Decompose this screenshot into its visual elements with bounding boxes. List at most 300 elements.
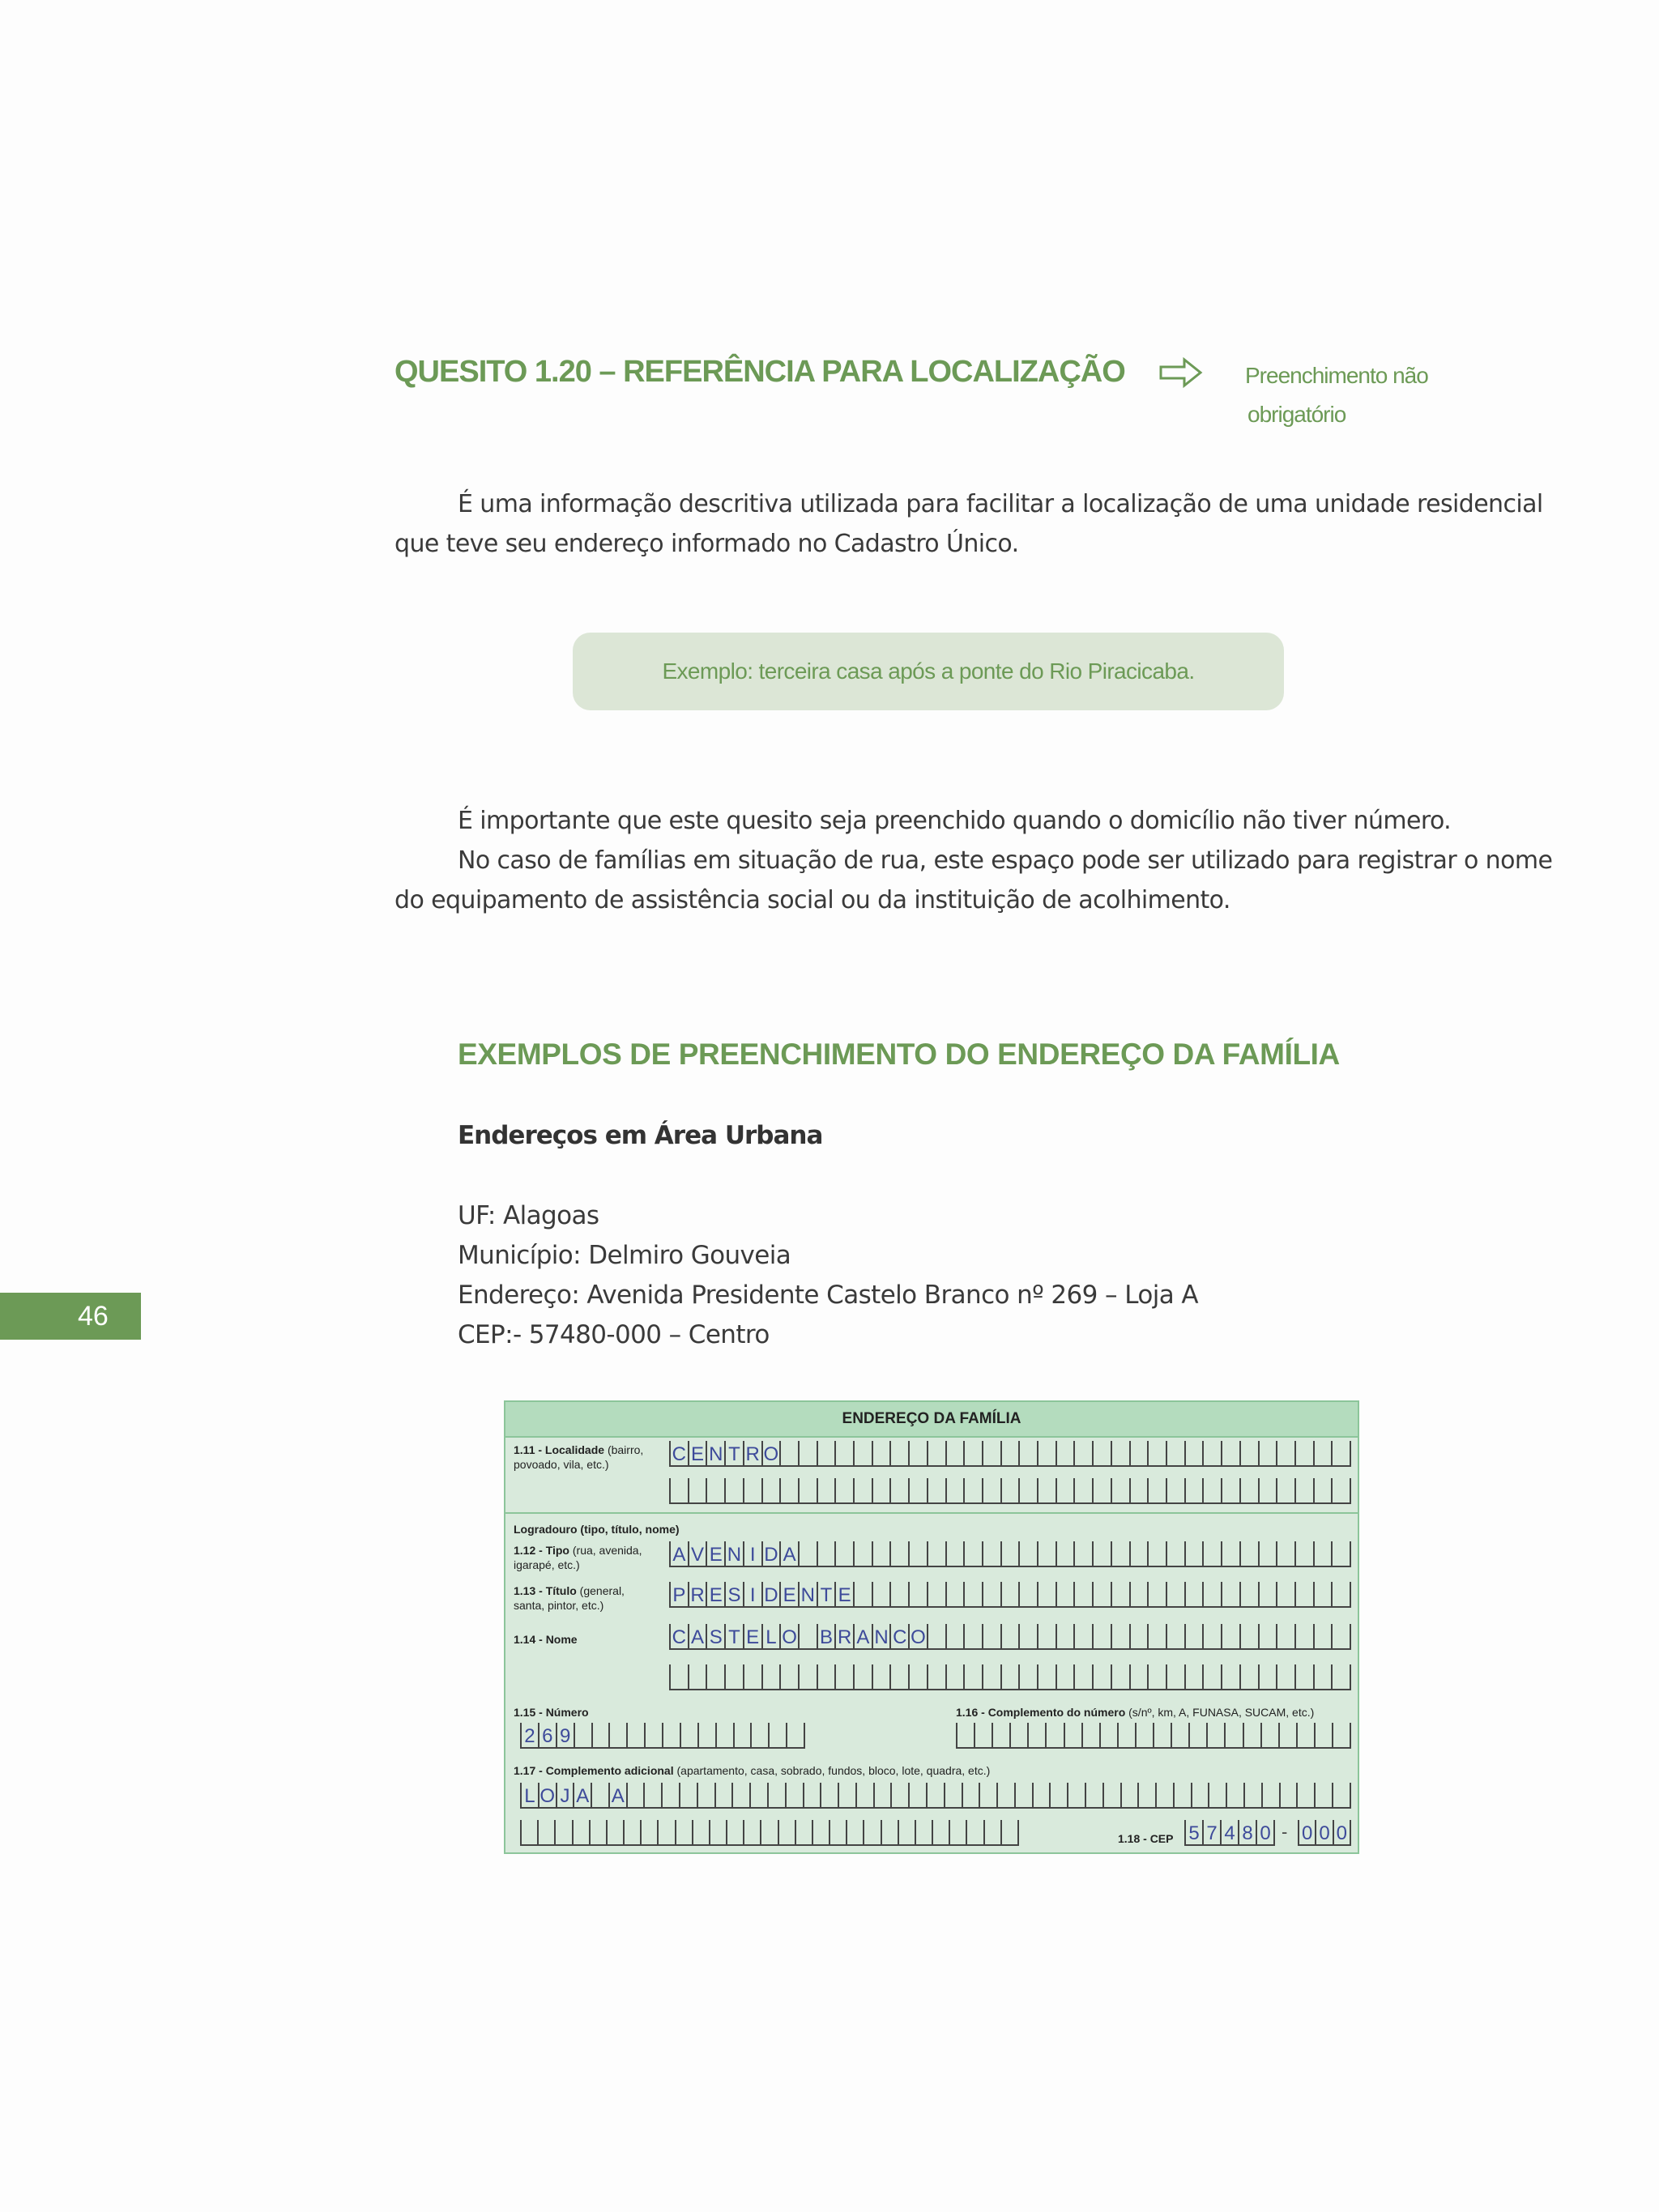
char-box[interactable] xyxy=(847,1820,864,1844)
cep-field-part2[interactable] xyxy=(1298,1820,1351,1846)
char-box[interactable] xyxy=(659,1820,676,1844)
char-box[interactable] xyxy=(1149,1624,1167,1648)
char-box[interactable] xyxy=(1296,1541,1315,1566)
char-box[interactable] xyxy=(1038,1478,1057,1502)
char-box[interactable] xyxy=(892,1783,910,1807)
char-box[interactable] xyxy=(891,1478,910,1502)
char-box[interactable] xyxy=(855,1478,873,1502)
char-box[interactable] xyxy=(933,1820,950,1844)
char-box[interactable]: 6 xyxy=(539,1723,557,1747)
char-box[interactable] xyxy=(1002,1478,1021,1502)
char-box[interactable] xyxy=(1016,1783,1034,1807)
char-box[interactable] xyxy=(1068,1783,1086,1807)
char-box[interactable] xyxy=(800,1441,818,1465)
char-box[interactable] xyxy=(1222,1624,1241,1648)
char-box[interactable] xyxy=(1020,1541,1038,1566)
char-box[interactable] xyxy=(1186,1582,1205,1606)
char-box[interactable] xyxy=(947,1441,966,1465)
char-box[interactable] xyxy=(1112,1582,1131,1606)
char-box[interactable] xyxy=(689,1664,708,1689)
char-box[interactable] xyxy=(1241,1664,1260,1689)
char-box[interactable] xyxy=(910,1783,928,1807)
char-box[interactable] xyxy=(910,1664,928,1689)
char-box[interactable]: N xyxy=(707,1441,726,1465)
char-box[interactable] xyxy=(916,1820,933,1844)
char-box[interactable]: R xyxy=(689,1582,708,1606)
char-box[interactable] xyxy=(947,1582,966,1606)
char-box[interactable] xyxy=(875,1783,893,1807)
char-box[interactable] xyxy=(873,1582,892,1606)
char-box[interactable]: A xyxy=(855,1624,873,1648)
char-box[interactable] xyxy=(1104,1783,1122,1807)
char-box[interactable] xyxy=(1222,1582,1241,1606)
char-box[interactable] xyxy=(1226,1723,1243,1747)
char-box[interactable] xyxy=(813,1820,830,1844)
char-box[interactable] xyxy=(1149,1582,1167,1606)
char-box[interactable] xyxy=(770,1723,787,1747)
char-box[interactable] xyxy=(1020,1441,1038,1465)
char-box[interactable] xyxy=(800,1478,818,1502)
char-box[interactable] xyxy=(983,1541,1002,1566)
char-box[interactable] xyxy=(1002,1624,1021,1648)
char-box[interactable] xyxy=(855,1441,873,1465)
char-box[interactable] xyxy=(717,1723,735,1747)
char-box[interactable] xyxy=(1296,1582,1315,1606)
char-box[interactable] xyxy=(1260,1478,1278,1502)
char-box[interactable] xyxy=(1333,1478,1351,1502)
char-box[interactable] xyxy=(1112,1541,1131,1566)
char-box[interactable] xyxy=(707,1478,726,1502)
char-box[interactable]: T xyxy=(726,1624,744,1648)
char-box[interactable] xyxy=(882,1820,899,1844)
char-box[interactable] xyxy=(873,1664,892,1689)
char-box[interactable] xyxy=(744,1820,761,1844)
char-box[interactable] xyxy=(1075,1478,1094,1502)
char-box[interactable] xyxy=(1038,1441,1057,1465)
char-box[interactable] xyxy=(1208,1723,1226,1747)
char-box[interactable] xyxy=(1281,1783,1299,1807)
char-box[interactable] xyxy=(1075,1624,1094,1648)
char-box[interactable]: 9 xyxy=(557,1723,575,1747)
char-box[interactable] xyxy=(928,1664,947,1689)
char-box[interactable] xyxy=(539,1820,556,1844)
char-box[interactable] xyxy=(963,1783,981,1807)
char-box[interactable] xyxy=(1263,1783,1281,1807)
char-box[interactable] xyxy=(716,1783,734,1807)
char-box[interactable] xyxy=(752,1723,770,1747)
char-box[interactable] xyxy=(1172,1723,1190,1747)
char-box[interactable] xyxy=(1020,1624,1038,1648)
char-box[interactable] xyxy=(1333,1582,1351,1606)
char-box[interactable] xyxy=(1298,1723,1316,1747)
char-box[interactable] xyxy=(1333,1441,1351,1465)
char-box[interactable]: O xyxy=(539,1783,557,1807)
char-box[interactable] xyxy=(1034,1783,1051,1807)
char-box[interactable] xyxy=(965,1541,983,1566)
char-box[interactable]: E xyxy=(836,1582,855,1606)
char-box[interactable] xyxy=(1122,1783,1140,1807)
char-box[interactable] xyxy=(947,1624,966,1648)
char-box[interactable]: I xyxy=(744,1582,763,1606)
char-box[interactable] xyxy=(839,1783,857,1807)
char-box[interactable] xyxy=(1262,1723,1280,1747)
char-box[interactable] xyxy=(855,1541,873,1566)
char-box[interactable]: 4 xyxy=(1222,1820,1239,1844)
char-box[interactable]: A xyxy=(671,1541,689,1566)
char-box[interactable] xyxy=(1020,1664,1038,1689)
char-box[interactable] xyxy=(1167,1664,1186,1689)
char-box[interactable] xyxy=(1131,1478,1149,1502)
char-box[interactable] xyxy=(1057,1478,1076,1502)
char-box[interactable] xyxy=(804,1783,822,1807)
char-box[interactable] xyxy=(891,1582,910,1606)
char-box[interactable] xyxy=(1157,1783,1175,1807)
char-box[interactable] xyxy=(891,1541,910,1566)
char-box[interactable] xyxy=(1222,1441,1241,1465)
char-box[interactable] xyxy=(699,1723,717,1747)
char-box[interactable] xyxy=(698,1783,716,1807)
char-box[interactable] xyxy=(836,1441,855,1465)
char-box[interactable] xyxy=(1190,1723,1208,1747)
char-box[interactable] xyxy=(1333,1664,1351,1689)
char-box[interactable]: T xyxy=(726,1441,744,1465)
char-box[interactable] xyxy=(928,1582,947,1606)
char-box[interactable] xyxy=(818,1541,837,1566)
char-box[interactable]: E xyxy=(707,1582,726,1606)
char-box[interactable] xyxy=(1186,1478,1205,1502)
char-box[interactable] xyxy=(1131,1441,1149,1465)
char-box[interactable] xyxy=(1038,1624,1057,1648)
char-box[interactable]: C xyxy=(671,1441,689,1465)
char-box[interactable] xyxy=(1241,1478,1260,1502)
char-box[interactable]: J xyxy=(557,1783,575,1807)
char-box[interactable] xyxy=(1244,1723,1262,1747)
char-box[interactable] xyxy=(1241,1582,1260,1606)
char-box[interactable] xyxy=(642,1820,659,1844)
char-box[interactable] xyxy=(855,1582,873,1606)
char-box[interactable] xyxy=(681,1723,699,1747)
char-box[interactable]: S xyxy=(707,1624,726,1648)
char-box[interactable] xyxy=(957,1723,975,1747)
char-box[interactable] xyxy=(744,1664,763,1689)
char-box[interactable] xyxy=(1222,1541,1241,1566)
char-box[interactable] xyxy=(1296,1624,1315,1648)
char-box[interactable] xyxy=(1057,1441,1076,1465)
char-box[interactable] xyxy=(967,1820,984,1844)
char-box[interactable] xyxy=(836,1664,855,1689)
char-box[interactable] xyxy=(591,1820,608,1844)
char-box[interactable]: P xyxy=(671,1582,689,1606)
char-box[interactable] xyxy=(818,1441,837,1465)
char-box[interactable]: 0 xyxy=(1334,1820,1351,1844)
char-box[interactable] xyxy=(1094,1478,1112,1502)
complemento-adicional-field-row2[interactable] xyxy=(520,1820,1019,1846)
char-box[interactable] xyxy=(1011,1723,1029,1747)
char-box[interactable] xyxy=(1131,1541,1149,1566)
char-box[interactable] xyxy=(1333,1723,1351,1747)
char-box[interactable] xyxy=(1112,1478,1131,1502)
char-box[interactable] xyxy=(975,1723,993,1747)
char-box[interactable] xyxy=(707,1664,726,1689)
char-box[interactable] xyxy=(1149,1541,1167,1566)
char-box[interactable]: A xyxy=(610,1783,628,1807)
char-box[interactable] xyxy=(1094,1541,1112,1566)
char-box[interactable] xyxy=(1315,1541,1333,1566)
char-box[interactable] xyxy=(1204,1624,1222,1648)
char-box[interactable] xyxy=(1167,1478,1186,1502)
char-box[interactable] xyxy=(1075,1582,1094,1606)
char-box[interactable] xyxy=(1057,1664,1076,1689)
char-box[interactable]: S xyxy=(726,1582,744,1606)
char-box[interactable] xyxy=(1315,1441,1333,1465)
char-box[interactable] xyxy=(1131,1582,1149,1606)
char-box[interactable] xyxy=(726,1664,744,1689)
char-box[interactable] xyxy=(1316,1723,1333,1747)
char-box[interactable] xyxy=(928,1441,947,1465)
char-box[interactable] xyxy=(1333,1541,1351,1566)
char-box[interactable] xyxy=(1167,1624,1186,1648)
char-box[interactable] xyxy=(947,1478,966,1502)
char-box[interactable] xyxy=(1222,1664,1241,1689)
char-box[interactable] xyxy=(891,1441,910,1465)
char-box[interactable]: D xyxy=(763,1582,782,1606)
char-box[interactable] xyxy=(1222,1478,1241,1502)
char-box[interactable]: L xyxy=(522,1783,539,1807)
char-box[interactable] xyxy=(910,1582,928,1606)
char-box[interactable] xyxy=(980,1783,998,1807)
char-box[interactable]: E xyxy=(744,1624,763,1648)
char-box[interactable] xyxy=(1002,1820,1019,1844)
char-box[interactable] xyxy=(744,1478,763,1502)
char-box[interactable] xyxy=(625,1820,642,1844)
char-box[interactable] xyxy=(857,1783,875,1807)
char-box[interactable] xyxy=(1315,1478,1333,1502)
char-box[interactable] xyxy=(1149,1664,1167,1689)
char-box[interactable] xyxy=(1065,1723,1083,1747)
char-box[interactable] xyxy=(556,1820,573,1844)
char-box[interactable] xyxy=(928,1541,947,1566)
char-box[interactable]: N xyxy=(800,1582,818,1606)
char-box[interactable] xyxy=(1112,1624,1131,1648)
char-box[interactable] xyxy=(646,1723,663,1747)
char-box[interactable] xyxy=(1002,1582,1021,1606)
char-box[interactable] xyxy=(628,1783,646,1807)
char-box[interactable] xyxy=(781,1478,800,1502)
char-box[interactable]: E xyxy=(781,1582,800,1606)
char-box[interactable] xyxy=(1075,1441,1094,1465)
char-box[interactable] xyxy=(1298,1783,1316,1807)
char-box[interactable] xyxy=(1277,1664,1296,1689)
char-box[interactable] xyxy=(1245,1783,1263,1807)
char-box[interactable] xyxy=(1175,1783,1192,1807)
complemento-adicional-field-row1[interactable] xyxy=(520,1783,1351,1809)
char-box[interactable] xyxy=(1280,1723,1298,1747)
char-box[interactable] xyxy=(751,1783,769,1807)
char-box[interactable] xyxy=(1075,1664,1094,1689)
char-box[interactable] xyxy=(1020,1478,1038,1502)
char-box[interactable] xyxy=(800,1664,818,1689)
char-box[interactable]: C xyxy=(671,1624,689,1648)
char-box[interactable] xyxy=(763,1478,782,1502)
char-box[interactable] xyxy=(1139,1783,1157,1807)
char-box[interactable] xyxy=(821,1783,839,1807)
char-box[interactable]: 2 xyxy=(522,1723,539,1747)
char-box[interactable] xyxy=(1101,1723,1119,1747)
char-box[interactable] xyxy=(761,1820,778,1844)
char-box[interactable] xyxy=(1260,1582,1278,1606)
char-box[interactable] xyxy=(1075,1541,1094,1566)
char-box[interactable]: A xyxy=(689,1624,708,1648)
char-box[interactable]: 8 xyxy=(1239,1820,1257,1844)
char-box[interactable] xyxy=(1167,1582,1186,1606)
char-box[interactable] xyxy=(965,1582,983,1606)
char-box[interactable]: N xyxy=(873,1624,892,1648)
char-box[interactable] xyxy=(693,1820,710,1844)
char-box[interactable] xyxy=(1083,1723,1101,1747)
char-box[interactable] xyxy=(945,1783,963,1807)
char-box[interactable]: N xyxy=(726,1541,744,1566)
char-box[interactable] xyxy=(608,1820,625,1844)
char-box[interactable] xyxy=(1260,1664,1278,1689)
char-box[interactable] xyxy=(818,1478,837,1502)
char-box[interactable] xyxy=(965,1624,983,1648)
char-box[interactable] xyxy=(592,1783,610,1807)
char-box[interactable]: O xyxy=(910,1624,928,1648)
char-box[interactable] xyxy=(575,1723,593,1747)
char-box[interactable] xyxy=(899,1820,916,1844)
char-box[interactable]: R xyxy=(744,1441,763,1465)
char-box[interactable] xyxy=(1002,1441,1021,1465)
char-box[interactable]: O xyxy=(763,1441,782,1465)
char-box[interactable] xyxy=(1204,1664,1222,1689)
char-box[interactable] xyxy=(910,1541,928,1566)
char-box[interactable] xyxy=(1131,1624,1149,1648)
char-box[interactable] xyxy=(998,1783,1016,1807)
localidade-field-row1[interactable] xyxy=(669,1441,1351,1467)
char-box[interactable] xyxy=(1315,1624,1333,1648)
char-box[interactable] xyxy=(836,1541,855,1566)
char-box[interactable]: E xyxy=(707,1541,726,1566)
char-box[interactable] xyxy=(574,1820,591,1844)
char-box[interactable] xyxy=(950,1820,967,1844)
char-box[interactable] xyxy=(1296,1478,1315,1502)
char-box[interactable]: 0 xyxy=(1299,1820,1316,1844)
char-box[interactable]: A xyxy=(781,1541,800,1566)
char-box[interactable]: R xyxy=(836,1624,855,1648)
char-box[interactable]: 5 xyxy=(1186,1820,1204,1844)
char-box[interactable] xyxy=(1086,1783,1104,1807)
char-box[interactable]: L xyxy=(763,1624,782,1648)
char-box[interactable] xyxy=(928,1478,947,1502)
char-box[interactable] xyxy=(689,1478,708,1502)
char-box[interactable]: C xyxy=(891,1624,910,1648)
char-box[interactable] xyxy=(800,1541,818,1566)
char-box[interactable] xyxy=(1149,1478,1167,1502)
char-box[interactable] xyxy=(1002,1664,1021,1689)
char-box[interactable] xyxy=(993,1723,1011,1747)
char-box[interactable] xyxy=(769,1783,787,1807)
char-box[interactable] xyxy=(1112,1664,1131,1689)
char-box[interactable] xyxy=(1192,1783,1210,1807)
char-box[interactable] xyxy=(1094,1624,1112,1648)
char-box[interactable] xyxy=(1029,1723,1047,1747)
char-box[interactable] xyxy=(891,1664,910,1689)
char-box[interactable] xyxy=(1241,1441,1260,1465)
nome-field-row2[interactable] xyxy=(669,1664,1351,1690)
char-box[interactable] xyxy=(779,1820,796,1844)
char-box[interactable] xyxy=(1186,1624,1205,1648)
complemento-numero-field[interactable] xyxy=(956,1723,1351,1749)
char-box[interactable] xyxy=(983,1624,1002,1648)
char-box[interactable] xyxy=(873,1441,892,1465)
char-box[interactable] xyxy=(1296,1441,1315,1465)
char-box[interactable]: D xyxy=(763,1541,782,1566)
char-box[interactable] xyxy=(864,1820,881,1844)
char-box[interactable] xyxy=(928,1783,945,1807)
char-box[interactable] xyxy=(1260,1624,1278,1648)
char-box[interactable] xyxy=(1057,1582,1076,1606)
char-box[interactable] xyxy=(910,1441,928,1465)
char-box[interactable] xyxy=(1241,1541,1260,1566)
nome-field-row1[interactable] xyxy=(669,1624,1351,1650)
char-box[interactable] xyxy=(781,1664,800,1689)
char-box[interactable]: A xyxy=(574,1783,592,1807)
char-box[interactable] xyxy=(1057,1624,1076,1648)
char-box[interactable] xyxy=(1241,1624,1260,1648)
char-box[interactable] xyxy=(1204,1541,1222,1566)
char-box[interactable] xyxy=(800,1624,818,1648)
localidade-field-row2[interactable] xyxy=(669,1478,1351,1504)
char-box[interactable] xyxy=(663,1723,681,1747)
char-box[interactable] xyxy=(1333,1783,1351,1807)
char-box[interactable] xyxy=(726,1478,744,1502)
char-box[interactable] xyxy=(983,1664,1002,1689)
char-box[interactable] xyxy=(830,1820,847,1844)
char-box[interactable] xyxy=(796,1820,813,1844)
char-box[interactable]: V xyxy=(689,1541,708,1566)
char-box[interactable]: O xyxy=(781,1624,800,1648)
char-box[interactable] xyxy=(947,1541,966,1566)
char-box[interactable] xyxy=(1051,1783,1068,1807)
char-box[interactable] xyxy=(1260,1541,1278,1566)
char-box[interactable] xyxy=(628,1723,646,1747)
char-box[interactable] xyxy=(1186,1664,1205,1689)
char-box[interactable] xyxy=(965,1441,983,1465)
char-box[interactable] xyxy=(1057,1541,1076,1566)
char-box[interactable] xyxy=(818,1664,837,1689)
char-box[interactable] xyxy=(710,1820,727,1844)
char-box[interactable] xyxy=(1333,1624,1351,1648)
char-box[interactable] xyxy=(985,1820,1002,1844)
char-box[interactable] xyxy=(910,1478,928,1502)
char-box[interactable] xyxy=(733,1783,751,1807)
char-box[interactable] xyxy=(645,1783,663,1807)
char-box[interactable] xyxy=(1094,1582,1112,1606)
cep-field-part1[interactable] xyxy=(1184,1820,1275,1846)
char-box[interactable] xyxy=(1167,1541,1186,1566)
char-box[interactable] xyxy=(1204,1441,1222,1465)
char-box[interactable] xyxy=(787,1723,805,1747)
char-box[interactable] xyxy=(593,1723,611,1747)
char-box[interactable] xyxy=(1131,1664,1149,1689)
char-box[interactable] xyxy=(1038,1664,1057,1689)
numero-field[interactable] xyxy=(520,1723,805,1749)
char-box[interactable] xyxy=(781,1441,800,1465)
char-box[interactable] xyxy=(983,1582,1002,1606)
char-box[interactable] xyxy=(727,1820,744,1844)
char-box[interactable] xyxy=(1186,1441,1205,1465)
char-box[interactable] xyxy=(610,1723,628,1747)
